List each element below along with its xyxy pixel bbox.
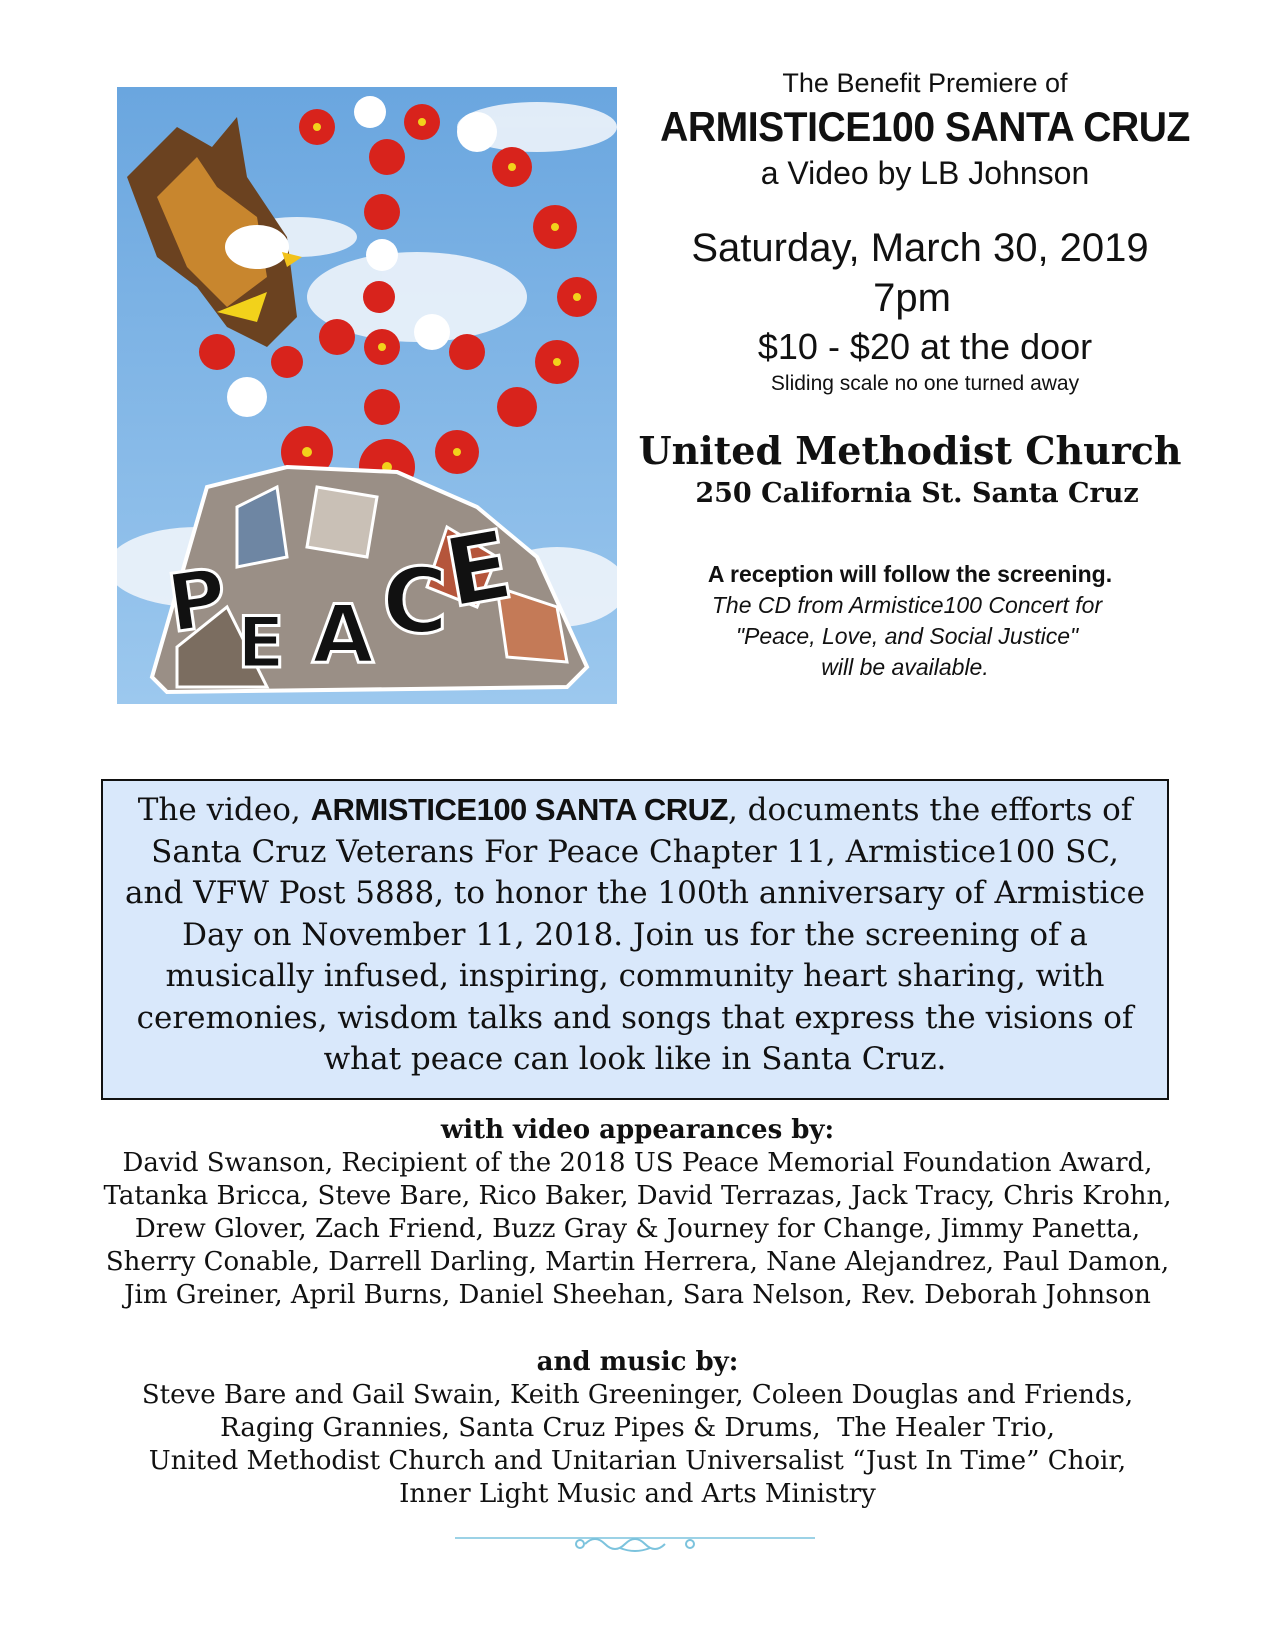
byline: a Video by LB Johnson [760,155,1090,191]
cd-note-line-3: will be available. [821,654,989,680]
music-line: United Methodist Church and Unitarian Universalist “Just In Time” Choir, [148,1446,1127,1476]
venue-address: 250 California St. Santa Cruz [695,478,1139,509]
cd-note-line-1: The CD from Armistice100 Concert for [711,592,1103,618]
music-line: Raging Grannies, Santa Cruz Pipes & Drums, The Healer Trio, [220,1413,1055,1443]
description-prefix: The video, [137,792,301,828]
music-line: Steve Bare and Gail Swain, Keith Greeninger, Coleen Douglas and Friends, [141,1380,1134,1410]
event-title: ARMISTICE100 SANTA CRUZ [660,103,1190,150]
scroll-divider-icon [455,1530,815,1554]
peace-sign-eagle-artwork [117,87,617,704]
description-body: , documents the efforts of Santa Cruz Veterans For Peace Chapter 11, Armistice100 SC, and VFW Post 5888, to honor the 100th anniversary of Armistice Day on November 11, 2018. Join us for the screening of a musically infused, inspiring, community heart sharing, with ceremonies, wisdom talks and songs that express the visions of what peace can look like in Santa Cruz. [125,792,1145,1077]
appearances-line: Tatanka Bricca, Steve Bare, Rico Baker, David Terrazas, Jack Tracy, Chris Krohn, [103,1181,1172,1211]
event-date: Saturday, March 30, 2019 [691,226,1149,270]
appearances-heading: with video appearances by: [440,1115,835,1145]
appearances-line: Jim Greiner, April Burns, Daniel Sheehan, Sara Nelson, Rev. Deborah Johnson [124,1280,1151,1310]
svg-text:E: E [237,602,285,684]
appearances-line: Drew Glover, Zach Friend, Buzz Gray & Journey for Change, Jimmy Panetta, [134,1214,1141,1244]
music-section [80,1346,1195,1511]
music-heading: and music by: [536,1347,739,1377]
svg-text:P: P [161,550,233,651]
svg-text:A: A [312,588,374,681]
appearances-line: David Swanson, Recipient of the 2018 US Peace Memorial Foundation Award, [122,1148,1153,1178]
event-time: 7pm [873,276,951,320]
svg-text:E: E [436,510,520,630]
price-note: Sliding scale no one turned away [770,372,1080,395]
music-line: Inner Light Music and Arts Ministry [399,1479,876,1509]
cd-note-line-2: "Peace, Love, and Social Justice" [735,623,1079,649]
description-film-title: ARMISTICE100 SANTA CRUZ [310,792,728,827]
event-price: $10 - $20 at the door [757,326,1093,367]
appearances-section [80,1114,1195,1312]
reception-note: A reception will follow the screening. [707,561,1113,587]
pre-title: The Benefit Premiere of [782,68,1068,98]
venue-name: United Methodist Church [638,428,1182,473]
description-box [101,779,1169,1100]
svg-text:C: C [382,549,449,654]
appearances-line: Sherry Conable, Darrell Darling, Martin Herrera, Nane Alejandrez, Paul Damon, [105,1247,1170,1277]
